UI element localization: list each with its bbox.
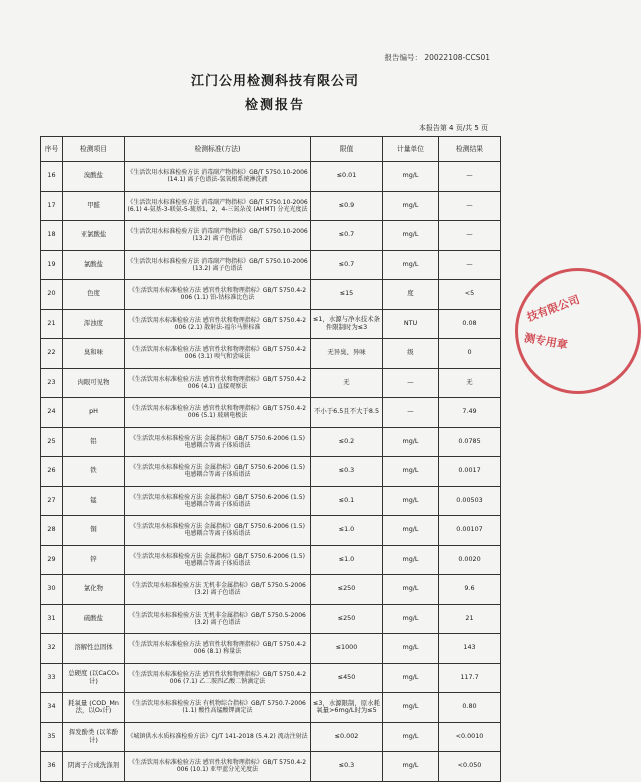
unit: mg/L	[383, 604, 439, 634]
test-result: —	[439, 221, 501, 251]
table-row	[41, 398, 501, 428]
test-item: 总硬度 (以CaCO₃计)	[63, 663, 125, 693]
test-standard: 《生活饮用水标准检验方法 有机物综合指标》GB/T 5750.7-2006 (1.1) 酸性高锰酸钾滴定法	[125, 693, 311, 723]
test-item: 浑浊度	[63, 309, 125, 339]
test-standard: 《城镇供水水质标准检验方法》CJ/T 141-2018 (5.4.2) 流动注射法	[125, 722, 311, 752]
limit-value: ≤0.002	[311, 722, 383, 752]
test-item: pH	[63, 398, 125, 428]
test-result: 7.49	[439, 398, 501, 428]
test-item: 氯化物	[63, 575, 125, 605]
results-table	[40, 136, 501, 782]
limit-value: ≤1.0	[311, 545, 383, 575]
test-item: 锰	[63, 486, 125, 516]
test-result: <0.0010	[439, 722, 501, 752]
test-item: 溶解性总固体	[63, 634, 125, 664]
row-no: 17	[41, 191, 63, 221]
unit: mg/L	[383, 722, 439, 752]
limit-value: ≤1.0	[311, 516, 383, 546]
test-standard: 《生活饮用水标准检验方法 感官性状和物理指标》GB/T 5750.4-2006 (7.1) 乙二胺四乙酸二钠滴定法	[125, 663, 311, 693]
test-item: 挥发酚类 (以苯酚计)	[63, 722, 125, 752]
seal-text-line1: 技有限公司	[525, 293, 582, 325]
test-standard: 《生活饮用水标准检验方法 金属指标》GB/T 5750.6-2006 (1.5) 电感耦合等离子体质谱法	[125, 545, 311, 575]
test-item: 铜	[63, 516, 125, 546]
test-result: 0.08	[439, 309, 501, 339]
limit-value: ≤250	[311, 575, 383, 605]
limit-value: ≤0.3	[311, 752, 383, 782]
row-no: 29	[41, 545, 63, 575]
row-no: 35	[41, 722, 63, 752]
test-result: 0.0785	[439, 427, 501, 457]
row-no: 18	[41, 221, 63, 251]
row-no: 16	[41, 162, 63, 192]
table-row	[41, 575, 501, 605]
row-no: 21	[41, 309, 63, 339]
table-row	[41, 604, 501, 634]
table-row	[41, 634, 501, 664]
test-result: —	[439, 250, 501, 280]
row-no: 34	[41, 693, 63, 723]
limit-value: ≤1，水源与净水技术条件限制时为≤3	[311, 309, 383, 339]
limit-value: ≤1000	[311, 634, 383, 664]
company-seal	[515, 268, 641, 394]
unit: mg/L	[383, 693, 439, 723]
row-no: 24	[41, 398, 63, 428]
company-name: 江门公用检测科技有限公司	[190, 74, 359, 89]
row-no: 20	[41, 280, 63, 310]
row-no: 30	[41, 575, 63, 605]
test-standard: 《生活饮用水标准检验方法 金属指标》GB/T 5750.6-2006 (1.5) 电感耦合等离子体质谱法	[125, 427, 311, 457]
row-no: 25	[41, 427, 63, 457]
test-standard: 《生活饮用水标准检验方法 感官性状和物理指标》GB/T 5750.4-2006 (4.1) 直接观察法	[125, 368, 311, 398]
test-item: 耗氧量 (COD_Mn法，以O₂计)	[63, 693, 125, 723]
limit-value: ≤450	[311, 663, 383, 693]
row-no: 32	[41, 634, 63, 664]
unit: mg/L	[383, 162, 439, 192]
test-result: 无	[439, 368, 501, 398]
table-row	[41, 250, 501, 280]
limit-value: ≤3，水源限制，原水耗氧量>6mg/L时为≤5	[311, 693, 383, 723]
header-result: 检测结果	[439, 137, 501, 162]
test-standard: 《生活饮用水标准检验方法 感官性状和物理指标》GB/T 5750.4-2006 (1.1) 铂-钴标准比色法	[125, 280, 311, 310]
test-result: —	[439, 191, 501, 221]
limit-value: ≤250	[311, 604, 383, 634]
unit: 度	[383, 280, 439, 310]
table-row	[41, 368, 501, 398]
test-result: 0.00107	[439, 516, 501, 546]
unit: mg/L	[383, 575, 439, 605]
row-no: 23	[41, 368, 63, 398]
report-number: 报告编号： 20022108-CCS01	[384, 53, 490, 62]
test-item: 硫酸盐	[63, 604, 125, 634]
unit: mg/L	[383, 752, 439, 782]
row-no: 26	[41, 457, 63, 487]
unit: —	[383, 368, 439, 398]
header-limit: 限值	[311, 137, 383, 162]
test-result: —	[439, 162, 501, 192]
table-row	[41, 457, 501, 487]
header-standard: 检测标准(方法)	[125, 137, 311, 162]
limit-value: ≤0.01	[311, 162, 383, 192]
limit-value: ≤15	[311, 280, 383, 310]
test-standard: 《生活饮用水标准检验方法 感官性状和物理指标》GB/T 5750.4-2006 (5.1) 玻璃电极法	[125, 398, 311, 428]
limit-value: ≤0.1	[311, 486, 383, 516]
unit: mg/L	[383, 545, 439, 575]
limit-value: ≤0.9	[311, 191, 383, 221]
row-no: 28	[41, 516, 63, 546]
unit: mg/L	[383, 516, 439, 546]
test-item: 亚氯酸盐	[63, 221, 125, 251]
limit-value: 无异臭、异味	[311, 339, 383, 369]
test-standard: 《生活饮用水标准检验方法 金属指标》GB/T 5750.6-2006 (1.5) 电感耦合等离子体质谱法	[125, 516, 311, 546]
header-item: 检测项目	[63, 137, 125, 162]
unit: mg/L	[383, 191, 439, 221]
row-no: 27	[41, 486, 63, 516]
test-item: 锌	[63, 545, 125, 575]
unit: —	[383, 398, 439, 428]
table-row	[41, 693, 501, 723]
test-item: 肉眼可见物	[63, 368, 125, 398]
test-item: 甲醛	[63, 191, 125, 221]
unit: mg/L	[383, 634, 439, 664]
unit: mg/L	[383, 663, 439, 693]
table-row	[41, 162, 501, 192]
test-result: <0.050	[439, 752, 501, 782]
limit-value: 无	[311, 368, 383, 398]
test-standard: 《生活饮用水标准检验方法 金属指标》GB/T 5750.6-2006 (1.5) 电感耦合等离子体质谱法	[125, 457, 311, 487]
test-standard: 《生活饮用水标准检验方法 消毒副产物指标》GB/T 5750.10-2006 (13.2) 离子色谱法	[125, 221, 311, 251]
table-row	[41, 339, 501, 369]
table-row	[41, 309, 501, 339]
table-row	[41, 722, 501, 752]
test-standard: 《生活饮用水标准检验方法 消毒副产物指标》GB/T 5750.10-2006 (6.1) 4-氨基-3-联氨-5-巯基1，2，4-三氮杂茂 (AHMT) 分光光度法	[125, 191, 311, 221]
test-result: 143	[439, 634, 501, 664]
row-no: 31	[41, 604, 63, 634]
unit: 级	[383, 339, 439, 369]
test-standard: 《生活饮用水标准检验方法 消毒副产物指标》GB/T 5750.10-2006 (14.1) 离子色谱法-氢氧根系统淋洗液	[125, 162, 311, 192]
test-item: 铁	[63, 457, 125, 487]
report-title: 检测报告	[244, 98, 305, 113]
table-row	[41, 221, 501, 251]
unit: mg/L	[383, 221, 439, 251]
unit: mg/L	[383, 250, 439, 280]
test-item: 臭和味	[63, 339, 125, 369]
test-result: 21	[439, 604, 501, 634]
test-standard: 《生活饮用水标准检验方法 消毒副产物指标》GB/T 5750.10-2006 (13.2) 离子色谱法	[125, 250, 311, 280]
test-standard: 《生活饮用水标准检验方法 感官性状和物理指标》GB/T 5750.4-2006 (3.1) 嗅气和尝味法	[125, 339, 311, 369]
table-row	[41, 545, 501, 575]
test-result: 9.6	[439, 575, 501, 605]
table-row	[41, 486, 501, 516]
test-result: 117.7	[439, 663, 501, 693]
test-item: 色度	[63, 280, 125, 310]
test-item: 阴离子合成洗涤剂	[63, 752, 125, 782]
table-row	[41, 427, 501, 457]
unit: mg/L	[383, 457, 439, 487]
test-item: 溴酸盐	[63, 162, 125, 192]
table-row	[41, 752, 501, 782]
test-standard: 《生活饮用水标准检验方法 感官性状和物理指标》GB/T 5750.4-2006 (2.1) 散射法-福尔马肼标准	[125, 309, 311, 339]
seal-text-line2: 测专用章	[523, 331, 569, 352]
row-no: 36	[41, 752, 63, 782]
test-item: 铝	[63, 427, 125, 457]
limit-value: ≤0.3	[311, 457, 383, 487]
test-result: 0.00503	[439, 486, 501, 516]
row-no: 19	[41, 250, 63, 280]
unit: mg/L	[383, 427, 439, 457]
page-indicator: 本报告第 4 页/共 5 页	[418, 124, 488, 132]
limit-value: ≤0.2	[311, 427, 383, 457]
row-no: 33	[41, 663, 63, 693]
test-result: 0.0020	[439, 545, 501, 575]
test-result: 0.0017	[439, 457, 501, 487]
test-result: 0	[439, 339, 501, 369]
table-row	[41, 280, 501, 310]
unit: NTU	[383, 309, 439, 339]
test-standard: 《生活饮用水标准检验方法 无机非金属指标》GB/T 5750.5-2006 (3.2) 离子色谱法	[125, 604, 311, 634]
row-no: 22	[41, 339, 63, 369]
header-unit: 计量单位	[383, 137, 439, 162]
limit-value: 不小于6.5且不大于8.5	[311, 398, 383, 428]
table-row	[41, 663, 501, 693]
test-item: 氯酸盐	[63, 250, 125, 280]
table-header-row	[41, 137, 501, 162]
table-row	[41, 191, 501, 221]
test-result: <5	[439, 280, 501, 310]
header-no: 序号	[41, 137, 63, 162]
test-standard: 《生活饮用水标准检验方法 金属指标》GB/T 5750.6-2006 (1.5) 电感耦合等离子体质谱法	[125, 486, 311, 516]
test-result: 0.80	[439, 693, 501, 723]
test-standard: 《生活饮用水标准检验方法 感官性状和物理指标》GB/T 5750.4-2006 (8.1) 称量法	[125, 634, 311, 664]
limit-value: ≤0.7	[311, 250, 383, 280]
unit: mg/L	[383, 486, 439, 516]
limit-value: ≤0.7	[311, 221, 383, 251]
table-row	[41, 516, 501, 546]
test-standard: 《生活饮用水标准检验方法 无机非金属指标》GB/T 5750.5-2006 (3.2) 离子色谱法	[125, 575, 311, 605]
test-standard: 《生活饮用水标准检验方法 感官性状和物理指标》GB/T 5750.4-2006 (10.1) 亚甲蓝分光光度法	[125, 752, 311, 782]
